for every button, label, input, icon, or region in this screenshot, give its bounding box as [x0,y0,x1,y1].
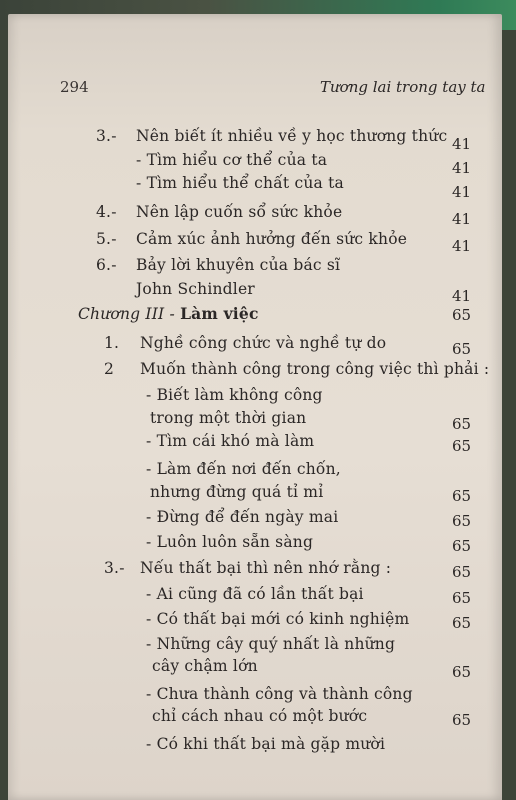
toc-entry-page: 65 [452,437,472,455]
toc-entry-page: 41 [452,237,472,255]
toc-entry-page: 65 [452,306,472,324]
toc-entry-text: Nghề công chức và nghề tự do [140,334,387,352]
toc-entry-text: - Biết làm không công [146,386,323,404]
toc-entry-number: 3.- [96,127,117,145]
toc-entry-text: - Tìm cái khó mà làm [146,432,315,450]
toc-entry-text: Bảy lời khuyên của bác sĩ [136,256,341,274]
toc-entry-page: 65 [452,512,472,530]
toc-entry-page: 65 [452,537,472,555]
toc-entry-number: 1. [104,334,120,352]
toc-entry-page: 41 [452,287,472,305]
toc-entry-page: 65 [452,711,472,729]
toc-entry-page: 41 [452,210,472,228]
chapter-title: Làm việc [180,304,259,323]
toc-entry-number: 2 [104,360,115,378]
toc-entry-text: - Luôn luôn sẵn sàng [146,533,314,551]
toc-entry-text: - Làm đến nơi đến chốn, [146,460,341,478]
toc-entry-text: - Tìm hiểu cơ thể của ta [136,151,328,169]
toc-entry-text: Nên lập cuốn sổ sức khỏe [136,203,343,221]
toc-entry-page: 65 [452,415,472,433]
toc-entry-text: - Có thất bại mới có kinh nghiệm [146,610,410,628]
toc-entry-text: - Có khi thất bại mà gặp mười [146,735,386,753]
toc-entry-page: 65 [452,589,472,607]
toc-entry-page: 41 [452,135,472,153]
chapter-label: Chương III - [78,305,175,323]
page-number: 294 [60,78,89,96]
toc-entry-page: 41 [452,159,472,177]
chapter-heading [78,304,259,323]
toc-entry-text: Nếu thất bại thì nên nhớ rằng : [140,559,392,577]
toc-entry-text: Nên biết ít nhiều về y học thương thức [136,127,448,145]
toc-entry-number: 5.- [96,230,117,248]
toc-entry-text: chỉ cách nhau có một bước [152,707,368,725]
toc-entry-number: 3.- [104,559,125,577]
toc-entry-page: 65 [452,563,472,581]
toc-entry-page: 65 [452,340,472,358]
toc-entry-text: John Schindler [136,280,255,298]
toc-entry-text: - Ai cũng đã có lần thất bại [146,585,364,603]
toc-entry-text: cây chậm lớn [152,657,258,675]
toc-entry-text: - Tìm hiểu thể chất của ta [136,174,344,192]
toc-entry-page: 65 [452,663,472,681]
toc-entry-text: - Đừng để đến ngày mai [146,508,339,526]
toc-entry-text: Muốn thành công trong công việc thì phải : [140,360,490,378]
toc-entry-number: 6.- [96,256,117,274]
running-title: Tương lai trong tay ta [320,78,486,96]
toc-entry-page: 65 [452,487,472,505]
toc-entry-text: nhưng đừng quá tỉ mỉ [150,483,324,501]
toc-entry-text: - Chưa thành công và thành công [146,685,413,703]
toc-entry-text: Cảm xúc ảnh hưởng đến sức khỏe [136,230,408,248]
toc-entry-text: trong một thời gian [150,409,307,427]
toc-entry-page: 65 [452,614,472,632]
toc-entry-text: - Những cây quý nhất là những [146,635,396,653]
toc-entry-number: 4.- [96,203,117,221]
toc-entry-page: 41 [452,183,472,201]
